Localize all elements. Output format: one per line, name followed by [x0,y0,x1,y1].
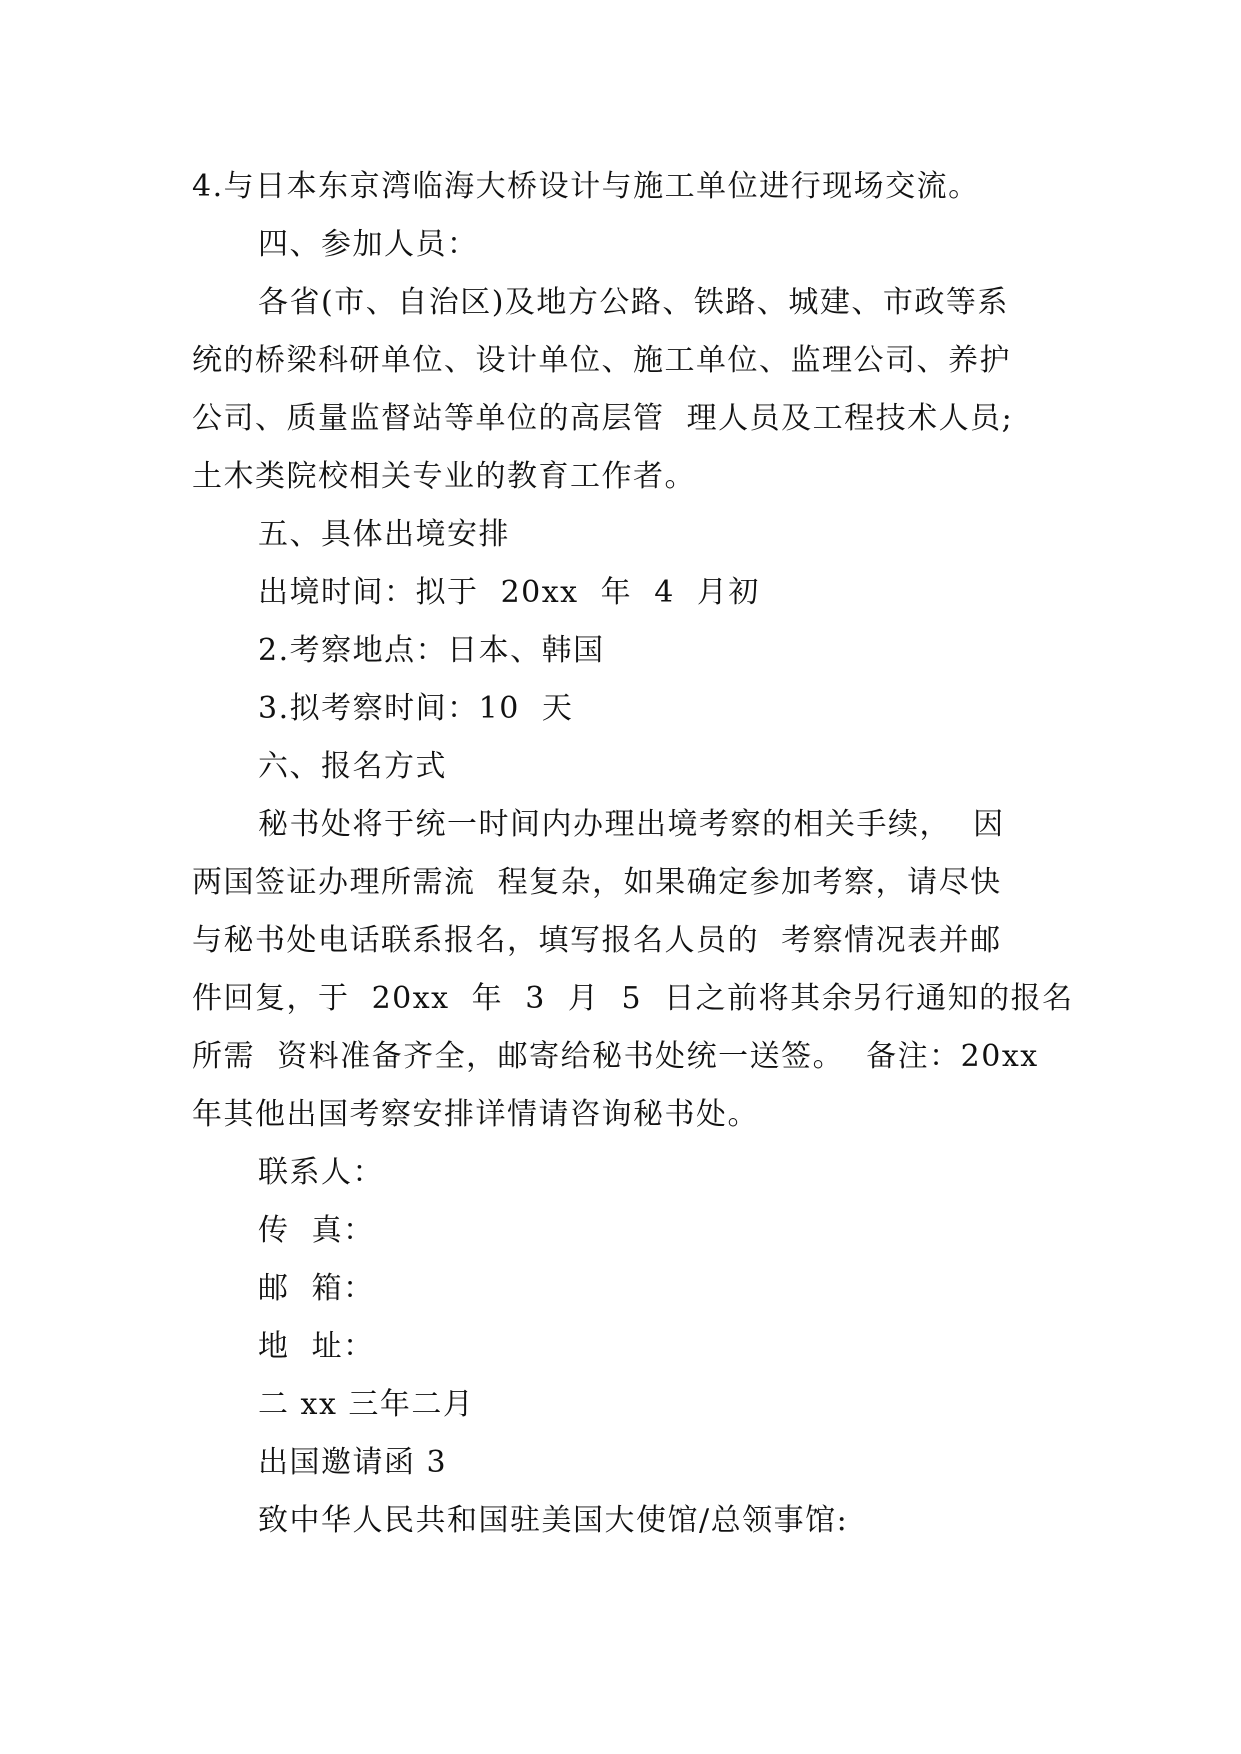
paragraph-line: 与秘书处电话联系报名，填写报名人员的 考察情况表并邮 [192,923,1002,958]
fax-label: 传 真： [258,1213,375,1248]
paragraph-line: 年其他出国考察安排详情请咨询秘书处。 [192,1097,759,1132]
paragraph-line: 土木类院校相关专业的教育工作者。 [192,459,696,494]
paragraph-line: 件回复，于 20xx 年 3 月 5 日之前将其余另行通知的报名 [192,981,1074,1016]
paragraph-line: 秘书处将于统一时间内办理出境考察的相关手续， 因 [258,807,1005,842]
paragraph-line: 各省(市、自治区)及地方公路、铁路、城建、市政等系 [258,285,1009,320]
item-4-text: 4.与日本东京湾临海大桥设计与施工单位进行现场交流。 [192,169,980,204]
inspection-duration: 3.拟考察时间：10 天 [258,691,574,726]
inspection-location: 2.考察地点：日本、韩国 [258,633,605,668]
section-5-heading: 五、具体出境安排 [258,517,510,552]
address-label: 地 址： [258,1329,375,1364]
email-label: 邮 箱： [258,1271,375,1306]
section-6-heading: 六、报名方式 [258,749,447,784]
paragraph-line: 公司、质量监督站等单位的高层管 理人员及工程技术人员; [192,401,1014,436]
paragraph-line: 所需 资料准备齐全，邮寄给秘书处统一送签。 备注：20xx [192,1039,1039,1074]
contact-person-label: 联系人： [258,1155,384,1190]
letter-3-title: 出国邀请函 3 [258,1445,448,1480]
departure-time: 出境时间：拟于 20xx 年 4 月初 [258,575,760,610]
section-4-heading: 四、参加人员： [258,227,479,262]
document-date: 二 xx 三年二月 [258,1387,475,1422]
paragraph-line: 两国签证办理所需流 程复杂，如果确定参加考察，请尽快 [192,865,1002,900]
letter-3-salutation: 致中华人民共和国驻美国大使馆/总领事馆: [258,1503,849,1538]
paragraph-line: 统的桥梁科研单位、设计单位、施工单位、监理公司、养护 [192,343,1011,378]
